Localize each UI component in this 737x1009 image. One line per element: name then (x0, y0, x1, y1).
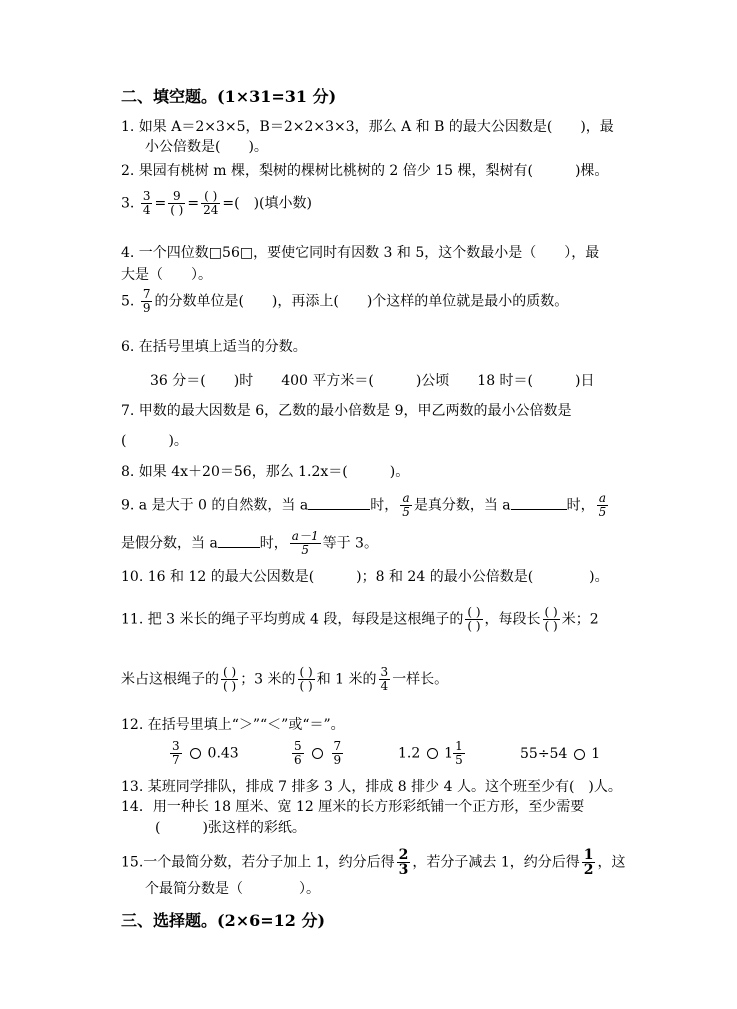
value-1-2: 1.2 (398, 745, 421, 762)
question-3-tail: =( )(填小数) (222, 195, 312, 212)
fraction-blank: ( ) ( ) (544, 605, 558, 633)
fraction-blank: ( ) ( ) (223, 665, 237, 693)
q9-text-4: 时， (566, 497, 595, 514)
fraction-a-minus-1-over-5: $\frac{a-1}{5}$ (291, 529, 319, 557)
answer-blank[interactable] (511, 497, 567, 510)
question-2: 2. 果园有桃树 m 棵，梨树的棵树比桃树的 2 倍少 15 棵，梨树有( )棵。 (121, 163, 609, 179)
compare-circle[interactable] (190, 748, 201, 759)
question-11-line-2 (121, 666, 448, 693)
fraction-9-blank: 9 ( ) (170, 189, 184, 217)
question-4-line-2: 大是（ ）。 (121, 267, 212, 283)
question-11-line-1 (121, 606, 599, 633)
question-14-line-1: 14．用一种长 18 厘米、宽 12 厘米的长方形彩纸铺一个正方形，至少需要 (121, 799, 585, 815)
question-15-line-2: 个最简分数是（ ）。 (145, 881, 320, 897)
question-7-line-1: 7. 甲数的最大因数是 6，乙数的最小倍数是 9，甲乙两数的最小公倍数是 (121, 403, 572, 419)
question-4-line-1: 4. 一个四位数□56□，要使它同时有因数 3 和 5，这个数最小是（ ），最 (121, 245, 600, 261)
q12-compare-a (168, 740, 239, 767)
q9-text-2: 时， (370, 497, 399, 514)
question-3-number: 3. (121, 195, 135, 212)
q11-text-5: ；3 米的 (240, 671, 296, 688)
question-15-line-1 (121, 848, 625, 877)
q11-text-4: 米占这根绳子的 (121, 671, 219, 688)
equals-sign: = (154, 195, 167, 212)
fraction-2-3: $\frac{2}{3}$ (398, 847, 409, 878)
section-3-title: 三、选择题。(2×6=12 分) (121, 911, 326, 930)
fraction-7-9: $\frac{7}{9}$ (142, 287, 151, 315)
fraction-3-4: $\frac{3}{4}$ (142, 189, 151, 217)
question-5-tail: 的分数单位是( )，再添上( )个这样的单位就是最小的质数。 (154, 293, 569, 310)
q11-text-6: 和 1 米的 (316, 671, 377, 688)
fraction-blank: ( ) ( ) (299, 665, 313, 693)
answer-blank[interactable] (308, 497, 370, 510)
question-5 (121, 288, 568, 315)
value-1: 1 (591, 746, 601, 762)
question-1-line-1: 1. 如果 A＝2×3×5，B＝2×2×3×3，那么 A 和 B 的最大公因数是( )，最 (121, 119, 614, 135)
value-0-43: 0.43 (207, 745, 239, 762)
question-8: 8. 如果 4x＋20＝56，那么 1.2x＝( )。 (121, 464, 410, 480)
q15-text-1: 15.一个最简分数，若分子加上 1，约分后得 (121, 854, 395, 871)
fraction-1-2: $\frac{1}{2}$ (583, 847, 594, 878)
equals-sign: = (187, 195, 200, 212)
question-3 (121, 190, 312, 217)
q11-text-2: ，每段长 (484, 611, 541, 628)
q11-text-3: 米；2 (561, 611, 599, 628)
compare-circle[interactable] (427, 748, 438, 759)
q9-text-5: 是假分数，当 a (121, 535, 218, 552)
question-6-line-2: 36 分＝( )时 400 平方米＝( )公顷 18 时＝( )日 (150, 373, 595, 389)
question-9-line-1 (121, 492, 610, 519)
fraction-3-7: $\frac{3}{7}$ (172, 739, 180, 767)
q12-compare-d (520, 745, 600, 763)
fraction-7-9: $\frac{7}{9}$ (333, 739, 342, 767)
section-2-title: 二、填空题。(1×31=31 分) (121, 87, 337, 106)
q12-compare-c (398, 740, 467, 767)
answer-blank[interactable] (218, 535, 260, 548)
mixed-number-1-1-5: 1 $\frac{1}{5}$ (444, 739, 463, 767)
q15-text-2: ，若分子减去 1，约分后得 (412, 854, 580, 871)
fraction-a-5: $\frac{a}{5}$ (598, 491, 607, 519)
question-12-title: 12. 在括号里填上“＞”“＜”或“＝”。 (121, 717, 345, 733)
fraction-3-4: $\frac{3}{4}$ (380, 665, 389, 693)
question-9-line-2 (121, 530, 378, 557)
question-10: 10. 16 和 12 的最大公因数是( )；8 和 24 的最小公倍数是( )。 (121, 569, 609, 585)
q9-text-6: 时， (259, 535, 288, 552)
fraction-a-5: $\frac{a}{5}$ (402, 491, 410, 519)
question-6-line-1: 6. 在括号里填上适当的分数。 (121, 339, 307, 355)
question-5-number: 5. (121, 293, 135, 310)
fraction-5-6: $\frac{5}{6}$ (294, 739, 302, 767)
q9-text-1: 9. a 是大于 0 的自然数，当 a (121, 497, 309, 514)
question-1-line-2: 小公倍数是( )。 (145, 139, 268, 155)
compare-circle[interactable] (574, 749, 585, 760)
fraction-blank-24: ( ) 24 (203, 189, 219, 217)
question-13: 13. 某班同学排队，排成 7 排多 3 人，排成 8 排少 4 人。这个班至少有( )人。 (121, 779, 622, 795)
q12-compare-b (290, 740, 345, 767)
question-7-line-2: ( )。 (121, 433, 188, 449)
q9-text-3: 是真分数，当 a (413, 497, 511, 514)
q9-text-7: 等于 3。 (322, 535, 378, 552)
q11-text-1: 11. 把 3 米长的绳子平均剪成 4 段，每段是这根绳子的 (121, 611, 464, 628)
q11-text-7: 一样长。 (392, 671, 449, 688)
compare-circle[interactable] (312, 748, 323, 759)
question-14-line-2: ( )张这样的彩纸。 (155, 820, 306, 836)
q15-text-3: ，这 (597, 854, 626, 871)
fraction-blank: ( ) ( ) (467, 605, 481, 633)
value-55-div-54: 55÷54 (520, 746, 568, 762)
